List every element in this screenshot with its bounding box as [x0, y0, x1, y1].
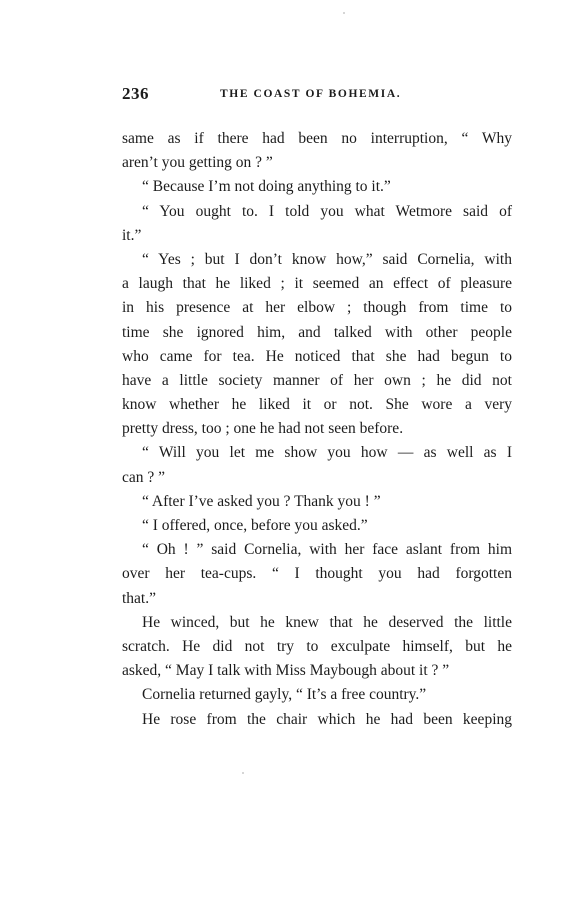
text-line: in his presence at her elbow ; though from time to: [122, 299, 512, 317]
text-line: Cornelia returned gayly, “ It’s a free country.”: [142, 686, 427, 704]
text-line: He rose from the chair which he had been keeping: [142, 710, 512, 728]
text-line: “ After I’ve asked you ? Thank you ! ”: [142, 492, 381, 510]
paper-speck: [242, 772, 244, 774]
page-number: 236: [122, 84, 149, 103]
body-text: [122, 127, 512, 732]
text-line: “ Because I’m not doing anything to it.”: [142, 178, 391, 196]
text-line: a laugh that he liked ; it seemed an effect of pleasure: [122, 275, 512, 293]
text-line: know whether he liked it or not. She wore a very: [122, 396, 512, 414]
text-line: same as if there had been no interruption, “ Why: [122, 130, 512, 147]
text-line: who came for tea. He noticed that she had begun to: [122, 347, 512, 365]
text-line: time she ignored him, and talked with other people: [122, 323, 512, 341]
running-head: [122, 84, 512, 108]
text-line: pretty dress, too ; one he had not seen before.: [122, 420, 404, 438]
text-line: scratch. He did not try to exculpate himself, but he: [122, 637, 512, 655]
text-line: “ Yes ; but I don’t know how,” said Cornelia, with: [142, 250, 512, 268]
text-line: “ You ought to. I told you what Wetmore said of: [142, 202, 512, 220]
text-line: it.”: [122, 226, 142, 244]
text-line: that.”: [122, 589, 156, 607]
text-line: “ Will you let me show you how — as well as I: [142, 444, 512, 462]
text-line: have a little society manner of her own ; he did not: [122, 371, 512, 389]
paper-speck: [343, 12, 345, 14]
text-line: aren’t you getting on ? ”: [122, 154, 273, 172]
text-line: can ? ”: [122, 468, 166, 486]
text-line: He winced, but he knew that he deserved the little: [142, 613, 512, 631]
text-line: “ I offered, once, before you asked.”: [142, 517, 368, 534]
text-line: over her tea-cups. “ I thought you had forgotten: [122, 565, 512, 583]
running-title: THE COAST OF BOHEMIA.: [220, 88, 402, 100]
text-line: asked, “ May I talk with Miss Maybough about it ? ”: [122, 662, 450, 680]
text-line: “ Oh ! ” said Cornelia, with her face aslant from him: [142, 541, 512, 559]
